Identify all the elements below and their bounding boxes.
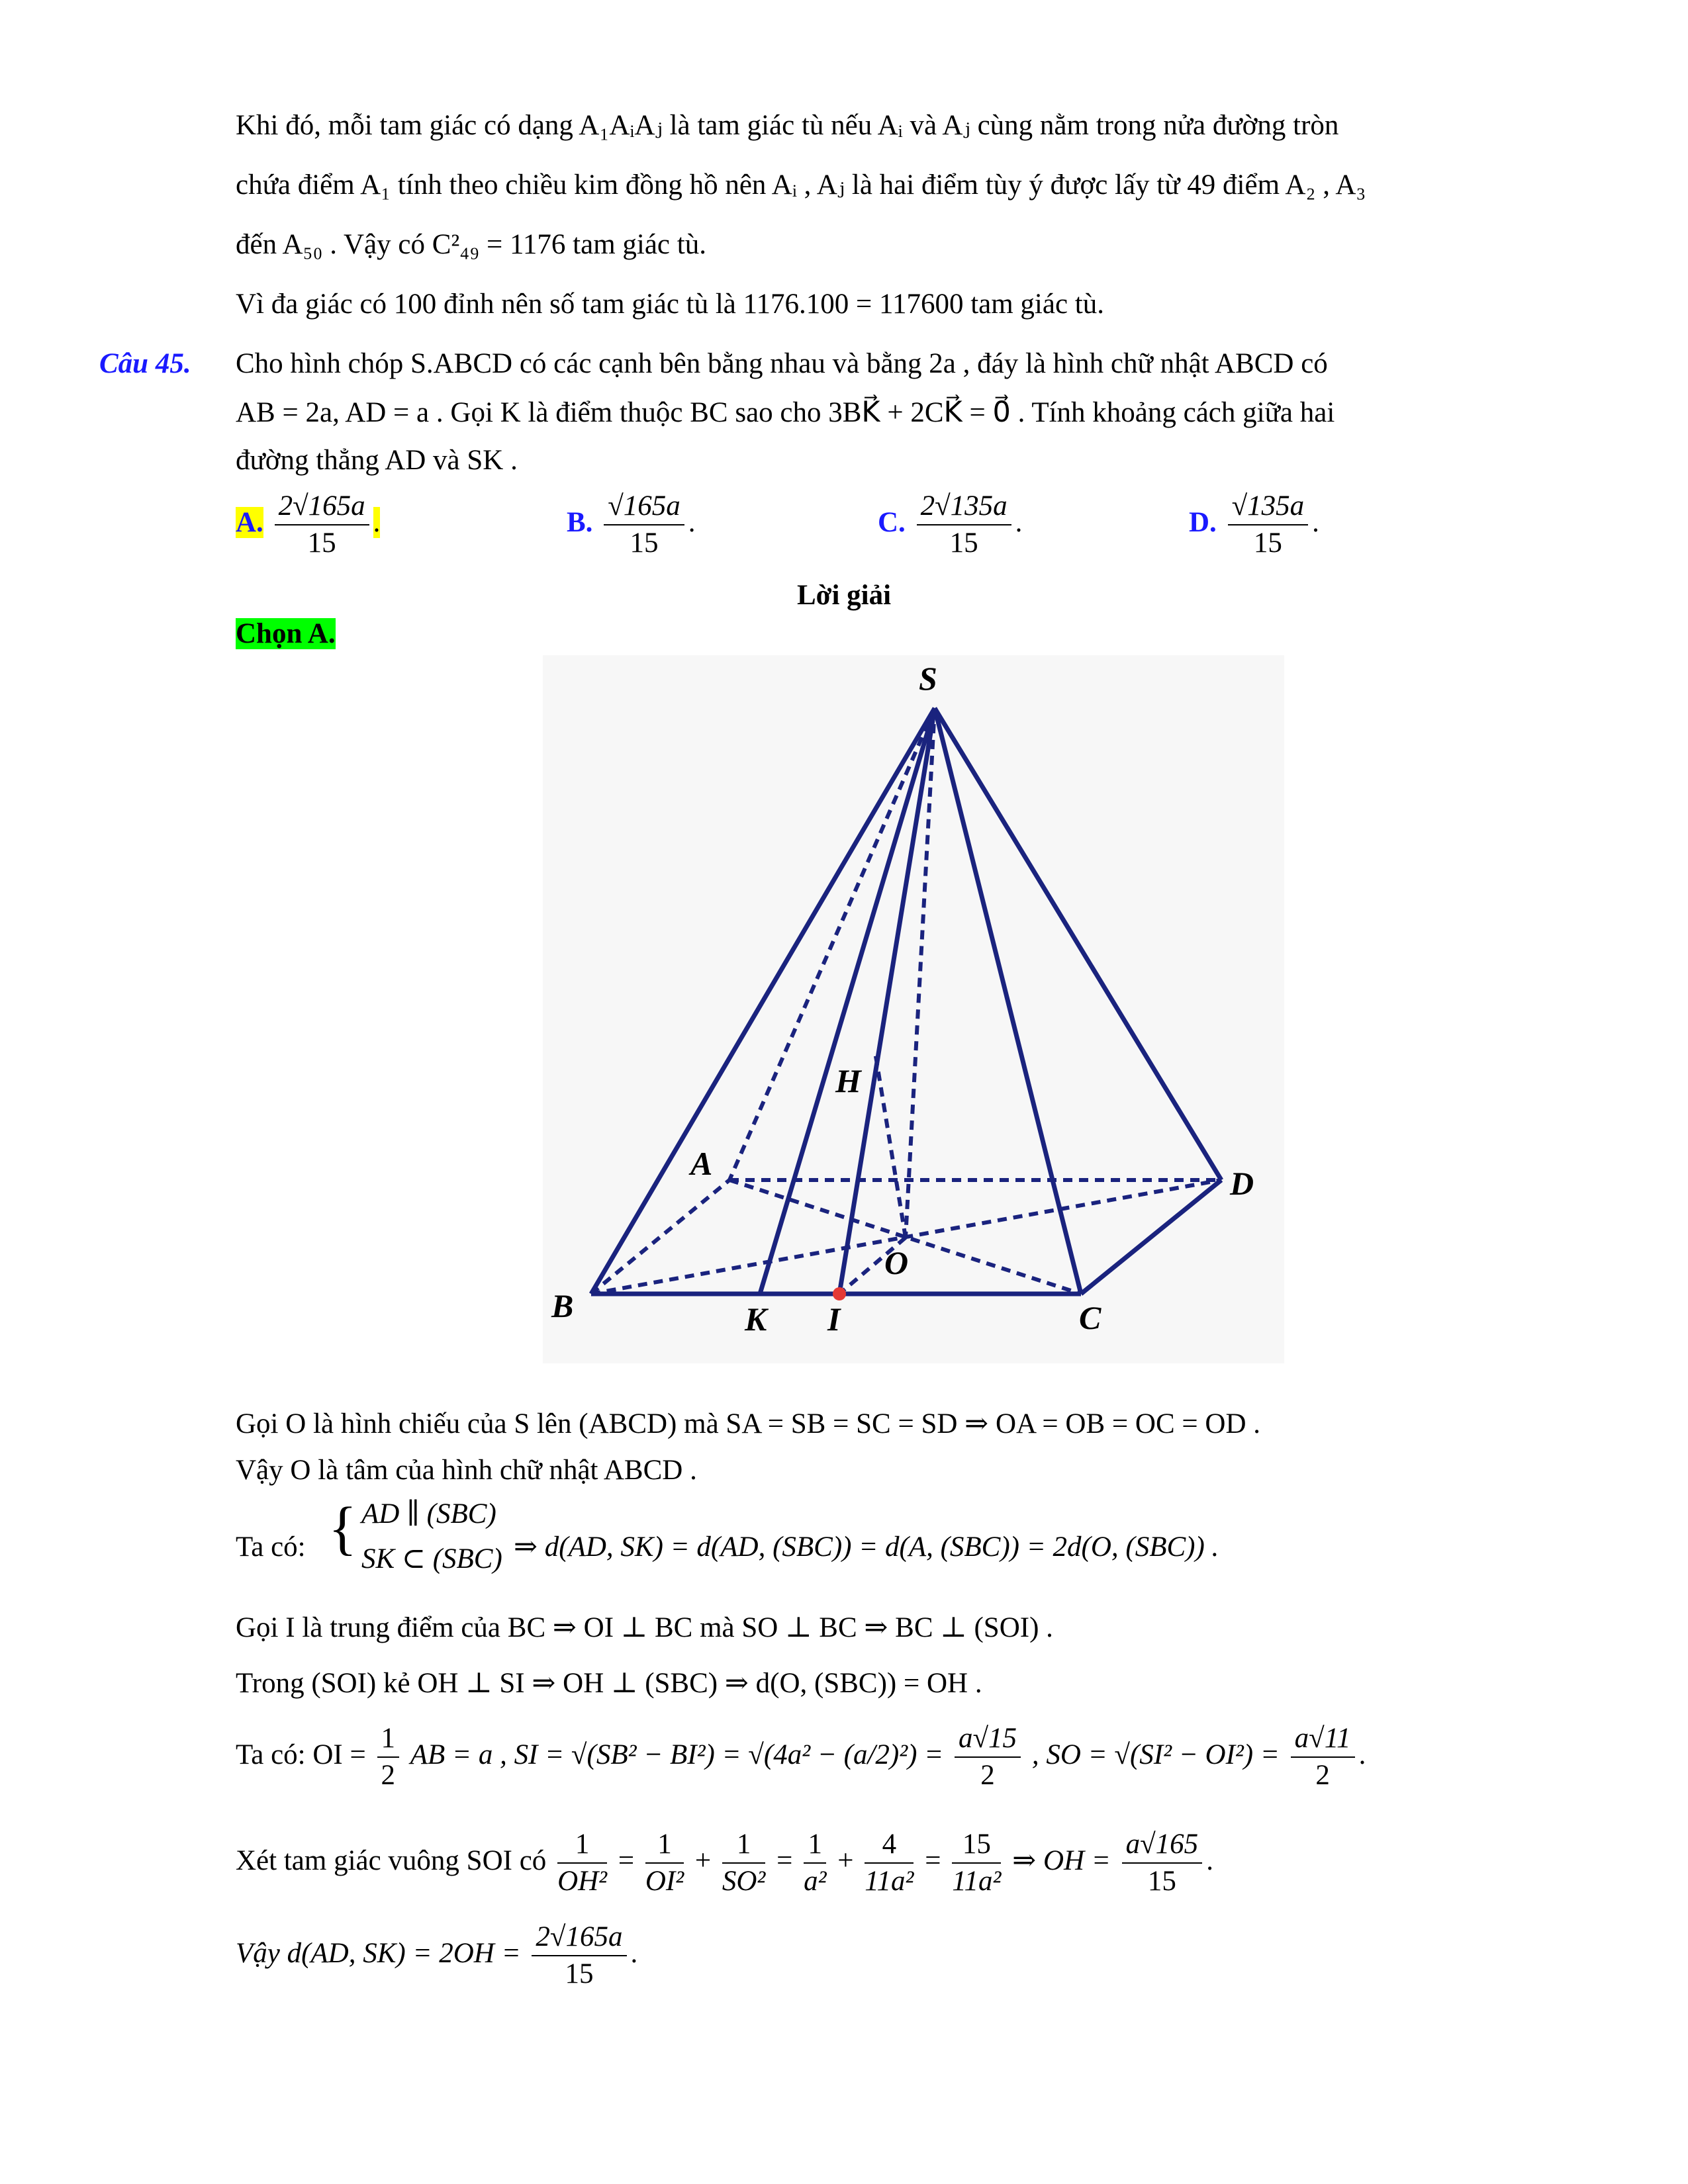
label-c: C	[1079, 1299, 1102, 1336]
label-h: H	[835, 1062, 861, 1099]
intro-line-2: chứa điểm A₁ tính theo chiều kim đồng hồ nên Aᵢ , Aⱼ là hai điểm tùy ý được lấy từ 49 điểm A₂ , A₃	[236, 169, 1366, 201]
question-line-3: đường thẳng AD và SK .	[236, 445, 518, 476]
label-k: K	[745, 1300, 767, 1338]
pyramid-figure	[543, 655, 1284, 1363]
question-line-1: Cho hình chóp S.ABCD có các cạnh bên bằng nhau và bằng 2a , đáy là hình chữ nhật ABCD có	[236, 348, 1328, 379]
point-i	[833, 1287, 846, 1300]
label-i: I	[827, 1300, 841, 1338]
solution-step-5: Trong (SOI) kẻ OH ⊥ SI ⇒ OH ⊥ (SBC) ⇒ d(O, (SBC)) = OH .	[236, 1668, 982, 1699]
option-c[interactable]: C. $\frac{2√135a}{15}$ .	[878, 488, 1022, 561]
solution-heading: Lời giải	[796, 580, 892, 611]
question-label: Câu 45.	[99, 348, 191, 379]
option-b-label: B.	[567, 506, 593, 538]
label-s: S	[919, 660, 937, 697]
option-a-value: $\frac{2√165a}{15}$	[275, 488, 369, 561]
option-d-value: $\frac{√135a}{15}$	[1228, 488, 1309, 561]
intro-line-3: đến A₅₀ . Vậy có C²₄₉ = 1176 tam giác tù.	[236, 229, 706, 260]
option-b-value: $\frac{√165a}{15}$	[604, 488, 684, 561]
solution-step-4: Gọi I là trung điểm của BC ⇒ OI ⊥ BC mà SO ⊥ BC ⇒ BC ⊥ (SOI) .	[236, 1612, 1053, 1643]
solution-step-8: Vậy d(AD, SK) = 2OH = $\frac{2√165a}{15}$ .	[236, 1919, 637, 1992]
option-c-value: $\frac{2√135a}{15}$	[917, 488, 1011, 561]
chosen-answer-wrap	[236, 615, 336, 653]
figure-background	[543, 655, 1284, 1363]
system-brace: {	[328, 1496, 357, 1561]
option-b[interactable]: B. $\frac{√165a}{15}$ .	[567, 488, 696, 561]
solution-step-1: Gọi O là hình chiếu của S lên (ABCD) mà SA = SB = SC = SD ⇒ OA = OB = OC = OD .	[236, 1408, 1260, 1439]
option-d[interactable]: D. $\frac{√135a}{15}$ .	[1189, 488, 1319, 561]
solution-step-2: Vậy O là tâm của hình chữ nhật ABCD .	[236, 1455, 697, 1486]
label-a: A	[690, 1145, 713, 1182]
option-d-label: D.	[1189, 506, 1217, 538]
option-a-label: A.	[236, 506, 263, 538]
solution-step-7: Xét tam giác vuông SOI có $\frac{1}{\text{OH²}}$ = $\frac{1}{\text{OI²}}$ + $\frac{1}{\text{SO²}}$ = $\frac{1}{\text{a²}}$ + $\frac{4}{\text{11a²}}$ = $\frac{15}{\text{11a²}}$ ⇒ OH = $\frac{a√165}{15}$ .	[236, 1827, 1213, 1899]
solution-step-6: Ta có: OI = $\frac{1}{2}$ AB = a , SI = √(SB² − BI²) = √(4a² − (a/2)²) = $\frac{a√15}{2}$ , SO = √(SI² − OI²) = $\frac{a√11}{2}$ .	[236, 1721, 1366, 1794]
option-c-label: C.	[878, 506, 906, 538]
label-o: O	[884, 1244, 909, 1281]
label-b: B	[551, 1287, 574, 1324]
chosen-answer: Chọn A.	[236, 618, 336, 649]
option-a[interactable]: A. $\frac{2√165a}{15}$ .	[236, 488, 380, 561]
question-line-2: AB = 2a, AD = a . Gọi K là điểm thuộc BC sao cho 3BK⃗ + 2CK⃗ = 0⃗ . Tính khoảng cách giữa hai	[236, 397, 1335, 428]
label-d: D	[1230, 1165, 1254, 1202]
intro-line-1: Khi đó, mỗi tam giác có dạng A₁AᵢAⱼ là tam giác tù nếu Aᵢ và Aⱼ cùng nằm trong nửa đường tròn	[236, 110, 1339, 141]
intro-line-4: Vì đa giác có 100 đỉnh nên số tam giác tù là 1176.100 = 117600 tam giác tù.	[236, 289, 1104, 320]
